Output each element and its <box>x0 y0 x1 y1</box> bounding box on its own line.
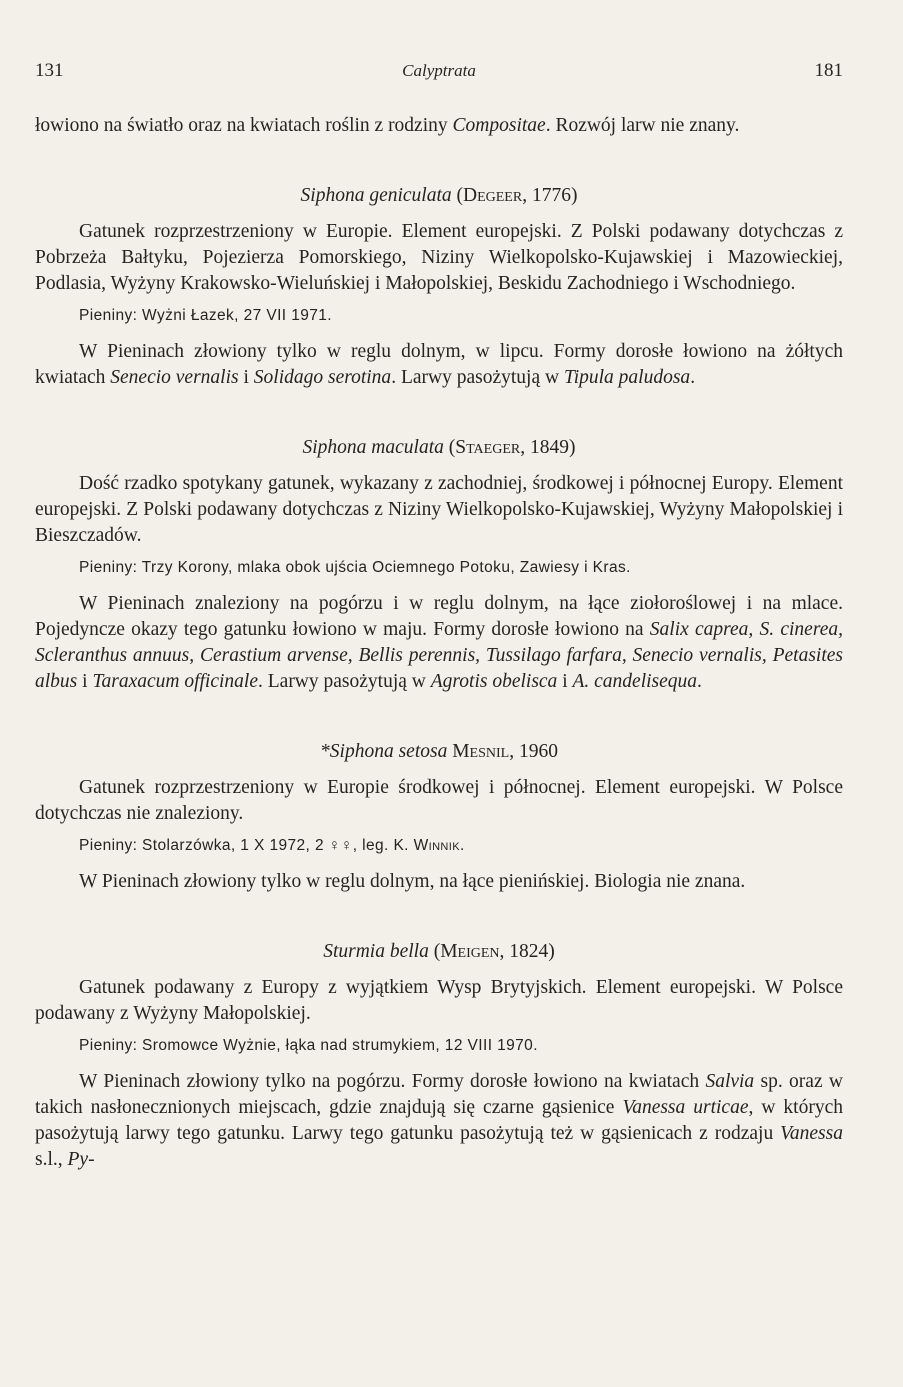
page-body <box>35 113 843 1173</box>
text: łowiono na światło oraz na kwiatach roślin z rodziny <box>35 115 453 136</box>
species-heading-sturmia-bella <box>35 939 843 965</box>
locality-line <box>35 833 843 859</box>
taxon-name: Vanessa urticae <box>622 1097 749 1118</box>
text: , 1849) <box>520 437 576 458</box>
note-paragraph: W Pieninach złowiony tylko w reglu dolnym, na łące pienińskiej. Biologia nie znana. <box>79 871 746 892</box>
text: , 1776) <box>522 185 578 206</box>
species-name: *Siphona setosa <box>320 741 448 762</box>
taxon-name: A. candelisequa <box>572 671 698 692</box>
page-number-right: 181 <box>814 60 843 81</box>
taxon-name: Vanessa <box>780 1123 843 1144</box>
text: . Larwy pasożytują w <box>391 367 564 388</box>
taxon-name: Senecio vernalis <box>110 367 239 388</box>
text: ( <box>443 437 456 458</box>
note-paragraph <box>35 591 843 695</box>
text: . <box>697 671 702 692</box>
page-number-left: 131 <box>35 60 64 81</box>
page-header <box>35 60 843 90</box>
running-title: Calyptrata <box>402 61 476 80</box>
species-author: Mesnil <box>452 741 510 762</box>
text: W Pieninach znaleziony na pogórzu i w reglu dolnym, na łące ziołoroślowej i na mlace. Pojedyncze okazy tego gatunku łowiono w maju. Formy dorosłe łowiono na <box>35 593 843 640</box>
species-author: Degeer <box>463 185 523 206</box>
text: i <box>557 671 573 692</box>
distribution-paragraph: Gatunek rozprzestrzeniony w Europie. Element europejski. Z Polski podawany dotychczas z Pobrzeża Bałtyku, Pojezierza Pomorskiego, Niziny Wielkopolsko-Kujawskiej i Mazowieckiej, Podlasia, Wyżyny Krakowsko-Wieluńskiej i Małopolskiej, Beskidu Zachodniego i Wschodniego. <box>35 221 843 294</box>
species-heading-siphona-maculata <box>35 435 843 461</box>
species-name: Sturmia bella <box>323 941 429 962</box>
note-paragraph <box>35 339 843 391</box>
text: . Larwy pasożytują w <box>258 671 431 692</box>
text: , w których pasożytują larwy tego gatunku. Larwy tego gatunku pasożytują też w gąsienicach z rodzaju <box>35 1097 843 1144</box>
taxon-name: Tipula paludosa <box>563 367 691 388</box>
distribution-paragraph: Gatunek rozprzestrzeniony w Europie środkowej i północnej. Element europejski. W Polsce dotychczas nie znaleziony. <box>35 777 843 824</box>
locality-line: Pieniny: Trzy Korony, mlaka obok ujścia Ociemnego Potoku, Zawiesy i Kras. <box>79 559 631 576</box>
text: sp. oraz w takich nasłonecznionych miejscach, gdzie znajdują się czarne gąsienice <box>35 1071 843 1118</box>
species-name: Siphona geniculata <box>300 185 452 206</box>
taxon-name: Py- <box>67 1149 95 1170</box>
collector-name: Winnik <box>413 837 460 854</box>
locality-line: Pieniny: Sromowce Wyżnie, łąka nad strumykiem, 12 VIII 1970. <box>79 1037 538 1054</box>
taxon-name: Taraxacum officinale <box>92 671 258 692</box>
text: . <box>459 837 465 854</box>
text: , 1960 <box>509 741 558 762</box>
locality-line: Pieniny: Wyżni Łazek, 27 VII 1971. <box>79 307 332 324</box>
species-heading-siphona-geniculata <box>35 183 843 209</box>
intro-paragraph <box>35 113 843 139</box>
text: i <box>238 367 254 388</box>
text: W Pieninach złowiony tylko w reglu dolnym, w lipcu. Formy dorosłe łowiono na żółtych kwiatach <box>35 341 843 388</box>
text: . <box>690 367 696 388</box>
species-name: Siphona maculata <box>302 437 444 458</box>
taxon-name: Agrotis obelisca <box>430 671 558 692</box>
species-author: Meigen <box>440 941 500 962</box>
text: Pieniny: Stolarzówka, 1 X 1972, 2 ♀♀, leg. K. <box>79 837 414 854</box>
text: s.l., <box>35 1149 68 1170</box>
taxon-name: Solidago serotina <box>253 367 392 388</box>
distribution-paragraph: Gatunek podawany z Europy z wyjątkiem Wysp Brytyjskich. Element europejski. W Polsce podawany z Wyżyny Małopolskiej. <box>35 977 843 1024</box>
text: , 1824) <box>499 941 555 962</box>
species-heading-siphona-setosa <box>35 739 843 765</box>
text: . Rozwój larw nie znany. <box>545 115 740 136</box>
taxon-name: Salix caprea, S. cinerea, Scleranthus annuus, Cerastium arvense, Bellis perennis, Tussilago farfara, Senecio vernalis, Petasites albus <box>35 619 843 692</box>
taxon-name: Compositae <box>452 115 546 136</box>
taxon-name: Salvia <box>705 1071 755 1092</box>
note-paragraph <box>35 1069 843 1173</box>
species-author: Staeger <box>455 437 521 458</box>
text: W Pieninach złowiony tylko na pogórzu. Formy dorosłe łowiono na kwiatach <box>79 1071 706 1092</box>
text: ( <box>428 941 441 962</box>
text: ( <box>451 185 464 206</box>
distribution-paragraph: Dość rzadko spotykany gatunek, wykazany z zachodniej, środkowej i północnej Europy. Element europejski. Z Polski podawany dotychczas z Niziny Wielkopolsko-Kujawskiej, Wyżyny Małopolskiej i Bieszczadów. <box>35 473 843 546</box>
text: i <box>77 671 93 692</box>
